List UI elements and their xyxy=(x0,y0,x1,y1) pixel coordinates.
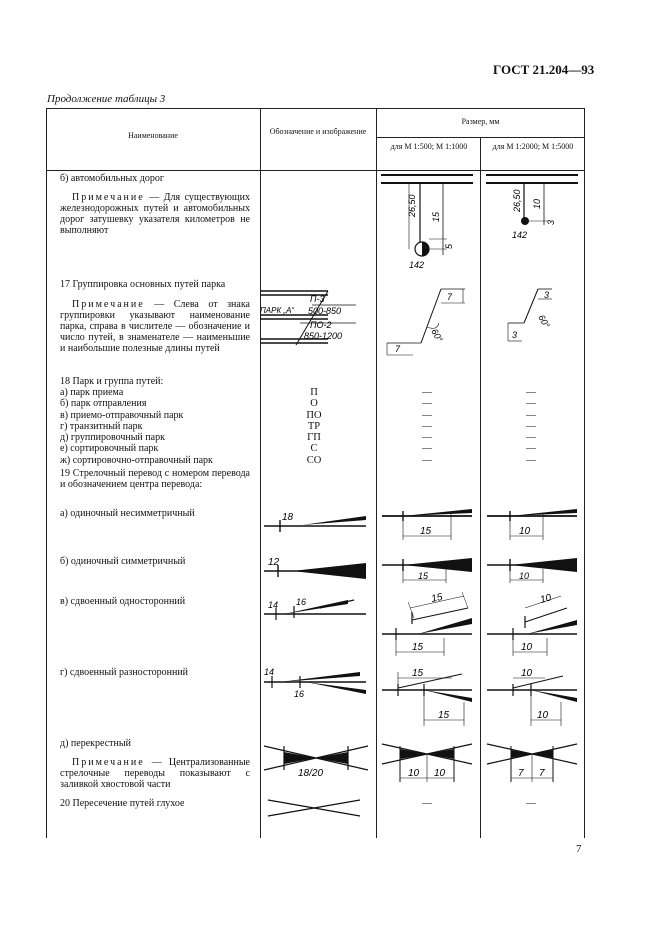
dash: — xyxy=(422,409,432,421)
code-item: СО xyxy=(306,454,322,466)
switch-e-scale2 xyxy=(483,742,581,784)
code-item: ГП xyxy=(307,432,321,444)
dash: — xyxy=(422,454,432,466)
dim-60-deg: 60° xyxy=(536,313,552,330)
dim-7-top: 7 xyxy=(447,292,453,302)
label-po2: ПО-2 xyxy=(310,320,332,330)
dim-10-lower: 10 xyxy=(521,642,533,653)
dim-15-upper: 15 xyxy=(430,591,444,605)
switch-number-1: 14 xyxy=(268,600,279,610)
dim-142: 142 xyxy=(409,260,425,270)
dim-10: 10 xyxy=(519,526,531,537)
dash: — xyxy=(422,387,432,398)
crossing-symbol xyxy=(264,796,364,820)
switch-c-scale1 xyxy=(378,590,476,660)
crossing-scale2: — xyxy=(526,798,536,809)
km-marker-scale1-drawing xyxy=(377,167,477,275)
label-850-1200: 850-1200 xyxy=(304,331,343,341)
park-grouping-title: 17 Группировка основных путей парка xyxy=(60,279,226,290)
dash: — xyxy=(526,387,536,398)
park-grouping-scale1-drawing xyxy=(377,281,477,361)
crossing-title: 20 Пересечение путей глухое xyxy=(60,798,185,809)
dim-15-lower: 15 xyxy=(438,710,450,721)
page-number: 7 xyxy=(576,843,582,855)
switch-number: 18 xyxy=(282,512,294,523)
standard-number: ГОСТ 21.204—93 xyxy=(493,62,595,77)
switch-c-scale2 xyxy=(483,590,581,660)
list-item: в) приемо-отправочный парк xyxy=(60,409,184,421)
switch-b-label: б) одиночный симметричный xyxy=(60,556,186,567)
dim-10-lower: 10 xyxy=(537,710,549,721)
dim-26-50: 26,50 xyxy=(407,194,417,217)
switch-a-symbol xyxy=(260,506,372,532)
switch-e-symbol xyxy=(258,740,374,780)
switch-a-scale2 xyxy=(483,506,581,542)
switch-d-label: г) сдвоенный разносторонний xyxy=(60,667,189,678)
switch-number: 12 xyxy=(268,557,280,568)
list-item: а) парк приема xyxy=(60,387,124,398)
col-scale1-header: для М 1:500; М 1:1000 xyxy=(390,142,468,151)
dim-10: 10 xyxy=(519,571,530,581)
dash: — xyxy=(526,420,536,432)
switch-b-scale1 xyxy=(378,553,476,585)
auto-roads-note: Примечание — Для существующих железнодорожных путей и автомобильных дорог затушевку указателя километров не выполняют xyxy=(60,192,250,236)
park-group-list xyxy=(60,387,250,466)
park-grouping-symbol xyxy=(256,285,374,355)
switch-e-scale1 xyxy=(378,742,476,784)
dash: — xyxy=(422,432,432,444)
list-item: б) парк отправления xyxy=(60,398,147,410)
code-item: П xyxy=(310,387,318,398)
col-name-header: Наименование xyxy=(128,131,178,140)
park-grouping-scale2-drawing xyxy=(482,281,582,349)
dim-3-bottom: 3 xyxy=(512,330,518,340)
dim-15-lower: 15 xyxy=(412,642,424,653)
dash: — xyxy=(422,398,432,410)
switch-a-label: а) одиночный несимметричный xyxy=(60,508,195,519)
dash: — xyxy=(526,398,536,410)
switch-number-1: 14 xyxy=(264,667,275,677)
switch-e-note: Примечание — Централизованные стрелочные переводы показывают с заливкой хвостовой части xyxy=(60,757,250,790)
dim-3-top: 3 xyxy=(544,290,550,300)
switch-number-2: 16 xyxy=(294,689,305,699)
dash: — xyxy=(422,420,432,432)
col-size-header: Размер, мм xyxy=(461,117,500,126)
label-p3: П-3 xyxy=(310,294,325,304)
park-grouping-note: Примечание — Слева от знака группировки указывают наименование парка, справа в числителе — обозначение и число путей, в знаменателе — наименьшие и наибольшие полезные длины путей xyxy=(60,299,250,354)
list-item: е) сортировочный парк xyxy=(60,443,159,455)
list-item: д) группировочный парк xyxy=(60,432,165,444)
dim-7-right: 7 xyxy=(539,768,545,779)
switch-c-label: в) сдвоенный односторонний xyxy=(60,596,186,607)
switch-a-scale1 xyxy=(378,506,476,542)
dim-15: 15 xyxy=(420,526,432,537)
dim-60-deg: 60° xyxy=(429,327,445,344)
dim-10-upper: 10 xyxy=(521,668,533,679)
dim-142: 142 xyxy=(512,230,528,240)
label-500-850: 500-850 xyxy=(308,306,342,316)
dim-15: 15 xyxy=(431,211,441,222)
code-item: ПО xyxy=(306,409,322,421)
switch-c-symbol xyxy=(260,592,372,622)
park-group-scale1 xyxy=(407,387,447,466)
dash: — xyxy=(526,454,536,466)
list-item: г) транзитный парк xyxy=(60,420,143,432)
dim-7-left: 7 xyxy=(518,768,524,779)
switch-b-symbol xyxy=(260,553,372,583)
switch-b-scale2 xyxy=(483,553,581,585)
dim-5: 5 xyxy=(444,243,454,249)
dim-10-right: 10 xyxy=(434,768,446,779)
switch-d-scale1 xyxy=(378,662,476,728)
auto-roads-title: б) автомобильных дорог xyxy=(60,173,164,184)
code-item: ТР xyxy=(307,420,321,432)
switch-e-label: д) перекрестный xyxy=(60,738,131,749)
dim-7-bottom: 7 xyxy=(395,344,401,354)
table-continuation: Продолжение таблицы 3 xyxy=(47,93,166,105)
col-symbol-header: Обозначение и изображение xyxy=(269,127,367,136)
dim-3: 3 xyxy=(546,219,556,225)
crossing-scale1: — xyxy=(422,798,432,809)
dim-15-upper: 15 xyxy=(412,668,424,679)
park-group-title: 18 Парк и группа путей: xyxy=(60,376,164,387)
list-item: ж) сортировочно-отправочный парк xyxy=(60,454,213,466)
dim-10-left: 10 xyxy=(408,768,420,779)
dim-10-upper: 10 xyxy=(539,592,553,606)
dash: — xyxy=(526,443,536,455)
dim-10: 10 xyxy=(532,198,542,209)
park-group-codes xyxy=(294,387,334,466)
switch-d-scale2 xyxy=(483,662,581,728)
dash: — xyxy=(526,432,536,444)
switch-number: 18/20 xyxy=(298,768,324,779)
code-item: С xyxy=(310,443,318,455)
col-scale2-header: для М 1:2000; М 1:5000 xyxy=(492,142,574,151)
label-park-a: ПАРК „А“ xyxy=(260,306,295,315)
dim-26-50: 26,50 xyxy=(512,189,522,212)
park-group-scale2 xyxy=(511,387,551,466)
switch-title: 19 Стрелочный перевод с номером перевода и обозначением центра перевода: xyxy=(60,468,250,490)
dash: — xyxy=(526,409,536,421)
code-item: О xyxy=(310,398,318,410)
dim-15: 15 xyxy=(418,571,429,581)
switch-d-symbol xyxy=(260,664,372,700)
dash: — xyxy=(422,443,432,455)
km-marker-scale2-drawing xyxy=(482,167,582,242)
switch-number-2: 16 xyxy=(296,597,307,607)
